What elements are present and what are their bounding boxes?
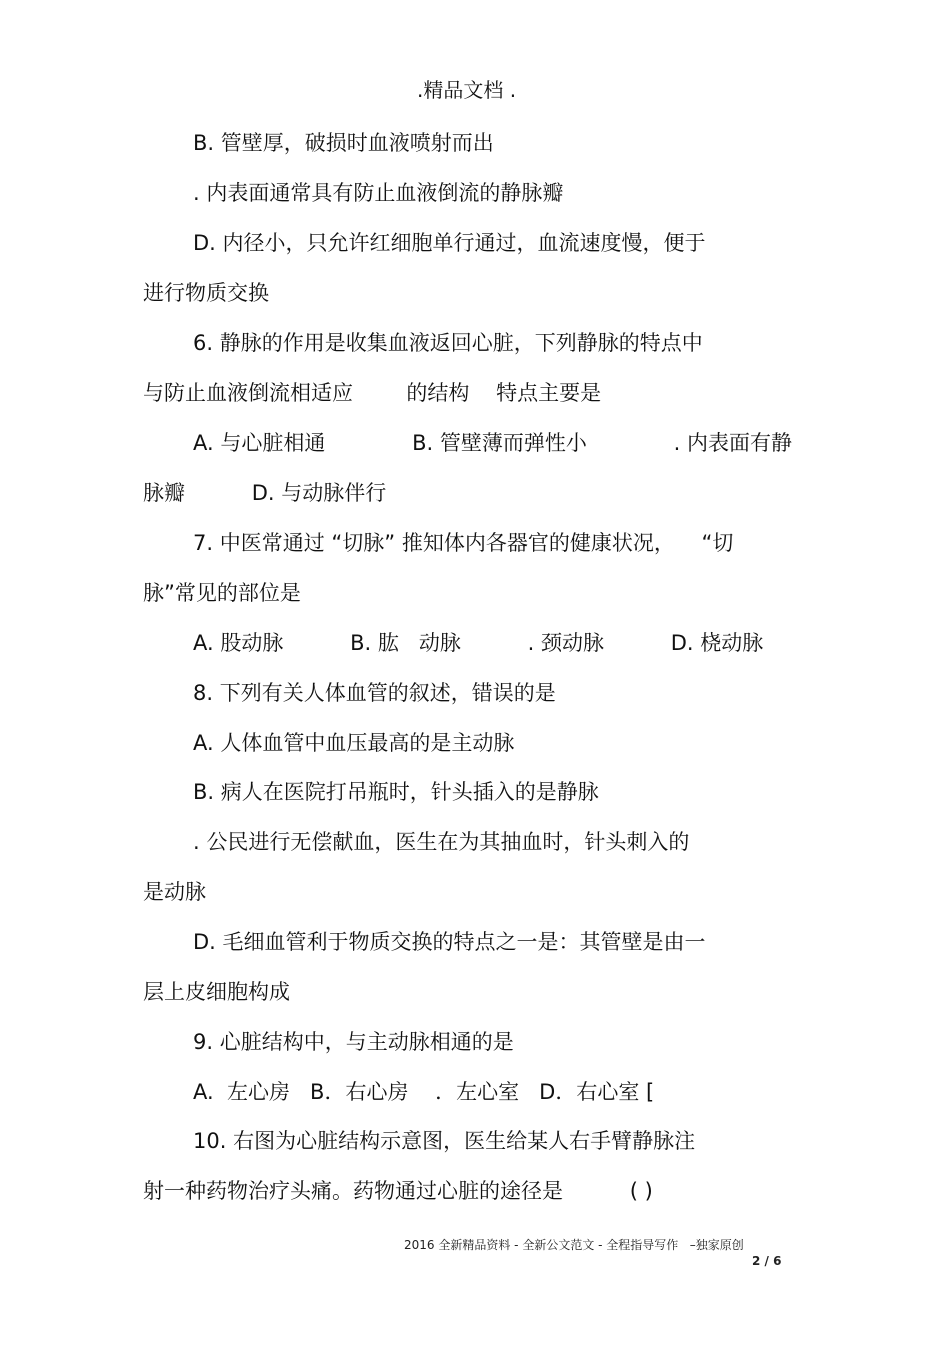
question-10: 10. 右图为心脏结构示意图，医生给某人右手臂静脉注 bbox=[193, 1129, 696, 1153]
footer-note: 2016 全新精品资料 - 全新公文范文 - 全程指导写作 –独家原创 bbox=[404, 1238, 744, 1252]
page-header: .精品文档 . bbox=[417, 78, 517, 102]
question-6-options: A. 与心脏相通 B. 管壁薄而弹性小 . 内表面有静 bbox=[193, 431, 793, 455]
question-8-option-d: D. 毛细血管利于物质交换的特点之一是：其管壁是由一 bbox=[193, 930, 706, 954]
option-d-line: D. 内径小，只允许红细胞单行通过，血流速度慢，便于 bbox=[193, 231, 706, 255]
question-8-option-d-continuation: 层上皮细胞构成 bbox=[143, 980, 290, 1004]
question-7: 7. 中医常通过 “切脉” 推知体内各器官的健康状况， “切 bbox=[193, 531, 734, 555]
question-6-continuation: 与防止血液倒流相适应 的结构 特点主要是 bbox=[143, 381, 602, 405]
question-7-options: A. 股动脉 B. 肱 动脉 . 颈动脉 D. 桡动脉 bbox=[193, 631, 764, 655]
question-6: 6. 静脉的作用是收集血液返回心脏，下列静脉的特点中 bbox=[193, 331, 703, 355]
question-8: 8. 下列有关人体血管的叙述，错误的是 bbox=[193, 681, 556, 705]
option-c-line: . 内表面通常具有防止血液倒流的静脉瓣 bbox=[193, 181, 564, 205]
question-8-option-c-continuation: 是动脉 bbox=[143, 880, 206, 904]
question-7-continuation: 脉”常见的部位是 bbox=[143, 581, 301, 605]
option-d-continuation: 进行物质交换 bbox=[143, 281, 269, 305]
question-8-option-c: . 公民进行无偿献血，医生在为其抽血时，针头刺入的 bbox=[193, 830, 690, 854]
question-8-option-a: A. 人体血管中血压最高的是主动脉 bbox=[193, 731, 515, 755]
question-6-options-continuation: 脉瓣 D. 与动脉伴行 bbox=[143, 481, 387, 505]
question-9-options: A. 左心房 B．右心房 ．左心室 D．右心室 [ bbox=[193, 1080, 655, 1104]
question-10-continuation: 射一种药物治疗头痛。药物通过心脏的途径是 ( ) bbox=[143, 1179, 653, 1203]
question-8-option-b: B. 病人在医院打吊瓶时，针头插入的是静脉 bbox=[193, 780, 599, 804]
option-b-line: B. 管壁厚，破损时血液喷射而出 bbox=[193, 131, 494, 155]
page-number: 2 / 6 bbox=[752, 1254, 782, 1268]
question-9: 9. 心脏结构中，与主动脉相通的是 bbox=[193, 1030, 514, 1054]
